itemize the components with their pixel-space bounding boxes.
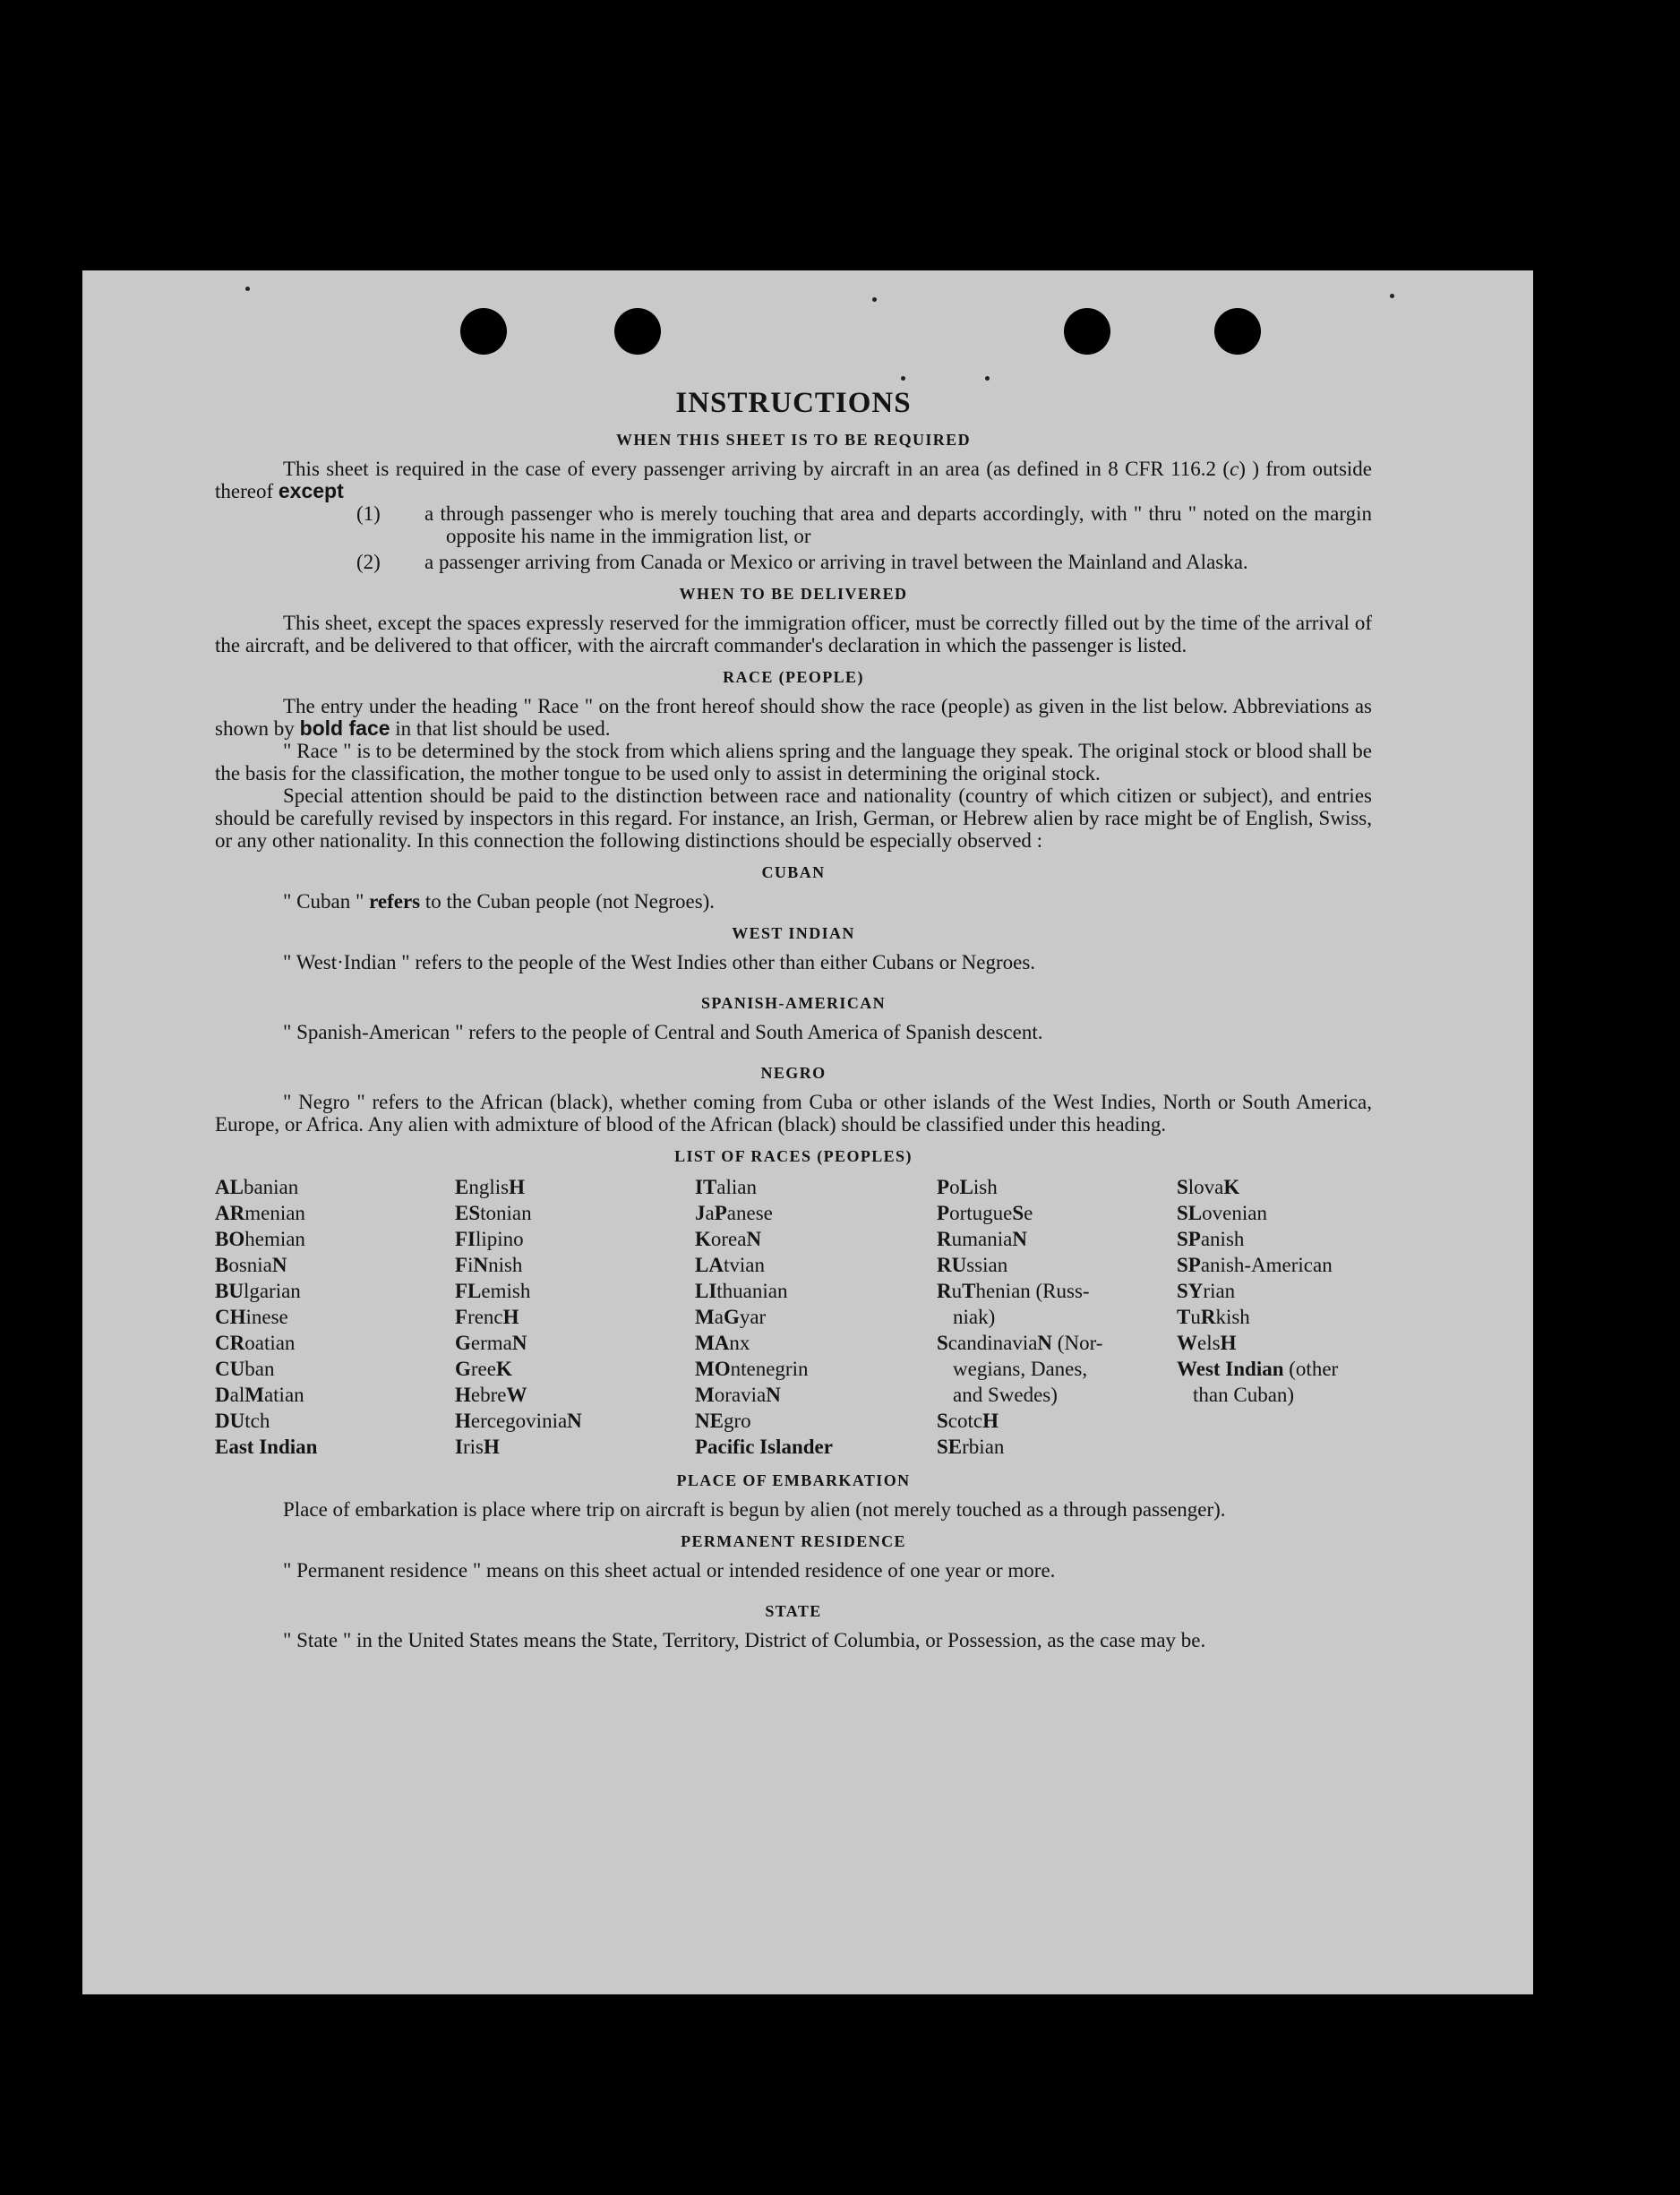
race-entry: LAtvian: [695, 1254, 765, 1276]
race-entry: HebreW: [455, 1384, 527, 1406]
race-entry: BUlgarian: [215, 1280, 301, 1302]
race-entry: PortugueSe: [937, 1202, 1033, 1224]
races-column: [455, 1174, 695, 1460]
race-entry: PoLish: [937, 1176, 998, 1198]
race-entry: ALbanian: [215, 1176, 299, 1198]
race-entry: Pacific Islander: [695, 1436, 833, 1458]
race-entry: RUssian: [937, 1254, 1008, 1276]
race-paragraph-3: Special attention should be paid to the distinction between race and nationality (country of which citizen or subject), and entries should be carefully revised by inspectors in this regard. For instance, an Irish, German, or Hebrew alien by race might be of English, Swiss, or any other nationality. In this connection the following distinctions should be especially observed :: [215, 785, 1372, 852]
embarkation-text: Place of embarkation is place where trip on aircraft is begun by alien (not merely touched as a through passenger).: [283, 1498, 1226, 1521]
race-entry: EnglisH: [455, 1176, 525, 1198]
page-title: INSTRUCTIONS: [675, 387, 912, 419]
race-entry: HercegoviniaN: [455, 1410, 582, 1432]
cuban-text: " Cuban " refers to the Cuban people (not Negroes).: [283, 890, 716, 913]
speck: [901, 376, 905, 381]
heading-west-indian: WEST INDIAN: [732, 924, 855, 942]
race-entry: ScandinaviaN (Nor-: [937, 1332, 1103, 1354]
race-entry: FIlipino: [455, 1228, 524, 1250]
race-entry: niak): [953, 1306, 996, 1328]
races-column: [937, 1174, 1177, 1460]
punch-hole: [1064, 308, 1110, 355]
heading-state: STATE: [765, 1602, 822, 1620]
speck: [872, 297, 877, 302]
race-entry: SPanish: [1177, 1228, 1245, 1250]
required-item-2: (2) a passenger arriving from Canada or Mexico or arriving in travel between the Mainland and Alaska.: [356, 551, 1248, 573]
state-text: " State " in the United States means the State, Territory, District of Columbia, or Possession, as the case may be.: [283, 1629, 1206, 1651]
speck: [985, 376, 990, 381]
race-entry: BosniaN: [215, 1254, 287, 1276]
race-entry: MaGyar: [695, 1306, 767, 1328]
race-entry: CRoatian: [215, 1332, 296, 1354]
race-entry: MAnx: [695, 1332, 750, 1354]
instruction-sheet: [82, 270, 1533, 1994]
required-item-1: (1) a through passenger who is merely touching that area and departs accordingly, with " thru " noted on the margin opposite his name in the immigration list, or: [356, 502, 1372, 547]
race-entry: RuThenian (Russ-: [937, 1280, 1090, 1302]
race-entry: SLovenian: [1177, 1202, 1267, 1224]
race-entry: FiNnish: [455, 1254, 523, 1276]
races-column: [695, 1174, 937, 1460]
heading-race: RACE (PEOPLE): [723, 668, 864, 686]
race-entry: CHinese: [215, 1306, 288, 1328]
race-entry: East Indian: [215, 1436, 318, 1458]
speck: [245, 287, 250, 291]
heading-residence: PERMANENT RESIDENCE: [681, 1532, 906, 1550]
heading-cuban: CUBAN: [761, 863, 826, 881]
race-entry: ITalian: [695, 1176, 757, 1198]
race-entry: TuRkish: [1177, 1306, 1250, 1328]
race-paragraph-1: The entry under the heading " Race " on the front hereof should show the race (people) as given in the list below. Abbreviations as shown by bold face in that list should be used.: [215, 695, 1372, 740]
race-entry: SYrian: [1177, 1280, 1236, 1302]
race-entry: JaPanese: [695, 1202, 773, 1224]
spanish-american-text: " Spanish-American " refers to the people of Central and South America of Spanish descent.: [283, 1021, 1043, 1043]
punch-hole: [460, 308, 507, 355]
heading-spanish-american: SPANISH-AMERICAN: [700, 994, 887, 1012]
race-entry: SErbian: [937, 1436, 1005, 1458]
race-entry: DalMatian: [215, 1384, 304, 1406]
race-entry: DUtch: [215, 1410, 270, 1432]
race-entry: FrencH: [455, 1306, 519, 1328]
race-entry: WelsH: [1177, 1332, 1237, 1354]
race-entry: RumaniaN: [937, 1228, 1027, 1250]
west-indian-text: " West·Indian " refers to the people of the West Indies other than either Cubans or Negroes.: [283, 951, 1036, 973]
race-entry: FLemish: [455, 1280, 531, 1302]
negro-text: " Negro " refers to the African (black), whether coming from Cuba or other islands of the West Indies, North or South America, Europe, or Africa. Any alien with admixture of blood of the African (black) should be classified under this heading.: [215, 1091, 1372, 1136]
races-column: [215, 1174, 455, 1460]
race-entry: SPanish-American: [1177, 1254, 1333, 1276]
delivered-text: This sheet, except the spaces expressly reserved for the immigration officer, must be correctly filled out by the time of the arrival of the aircraft, and be delivered to that officer, with the aircraft commander's declaration in which the passenger is listed.: [215, 612, 1372, 656]
instructions-content: [215, 387, 1372, 1651]
race-entry: GermaN: [455, 1332, 527, 1354]
heading-negro: NEGRO: [760, 1064, 827, 1082]
race-entry: LIthuanian: [695, 1280, 788, 1302]
race-entry: KoreaN: [695, 1228, 762, 1250]
punch-hole: [1214, 308, 1261, 355]
punch-hole: [614, 308, 661, 355]
race-paragraph-2: " Race " is to be determined by the stock from which aliens spring and the language they speak. The original stock or blood shall be the basis for the classification, the mother tongue to be used only to assist in determining the original stock.: [215, 740, 1372, 785]
races-list: [215, 1174, 1372, 1460]
speck: [1390, 294, 1394, 298]
race-entry: than Cuban): [1193, 1384, 1295, 1406]
heading-required: WHEN THIS SHEET IS TO BE REQUIRED: [615, 431, 971, 449]
race-entry: West Indian (other: [1177, 1358, 1339, 1380]
residence-text: " Permanent residence " means on this sheet actual or intended residence of one year or more.: [283, 1559, 1056, 1582]
race-entry: EStonian: [455, 1202, 532, 1224]
race-entry: GreeK: [455, 1358, 512, 1380]
race-entry: and Swedes): [953, 1384, 1058, 1406]
heading-list-of-races: LIST OF RACES (PEOPLES): [674, 1147, 913, 1165]
race-entry: BOhemian: [215, 1228, 305, 1250]
race-entry: ScotcH: [937, 1410, 999, 1432]
race-entry: NEgro: [695, 1410, 751, 1432]
race-entry: ARmenian: [215, 1202, 305, 1224]
race-entry: MoraviaN: [695, 1384, 781, 1406]
race-entry: CUban: [215, 1358, 275, 1380]
race-entry: SlovaK: [1177, 1176, 1240, 1198]
heading-delivered: WHEN TO BE DELIVERED: [679, 585, 908, 603]
race-entry: IrisH: [455, 1436, 500, 1458]
heading-embarkation: PLACE OF EMBARKATION: [676, 1471, 911, 1489]
race-entry: MOntenegrin: [695, 1358, 809, 1380]
races-column: [1177, 1174, 1372, 1460]
race-entry: wegians, Danes,: [953, 1358, 1088, 1380]
required-intro: This sheet is required in the case of every passenger arriving by aircraft in an area (as defined in 8 CFR 116.2 (c) ) from outside thereof except: [215, 458, 1372, 502]
